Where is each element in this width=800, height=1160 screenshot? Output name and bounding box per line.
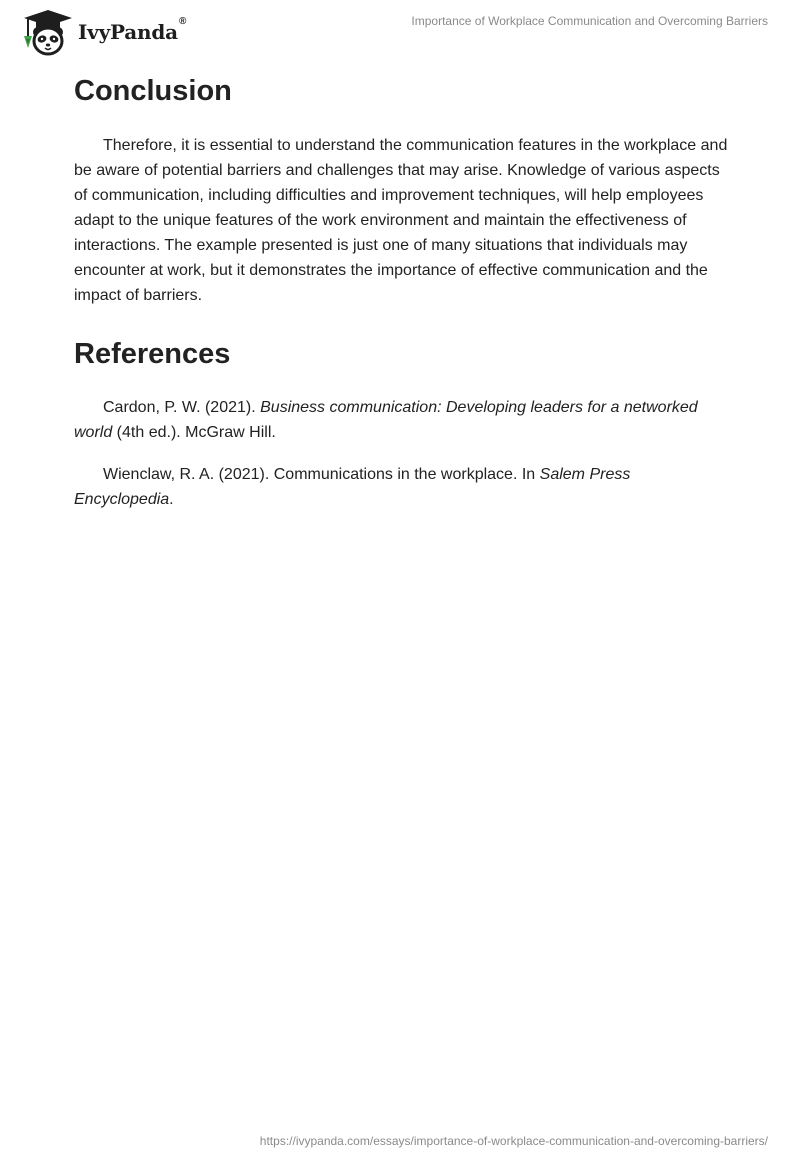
source-url[interactable]: https://ivypanda.com/essays/importance-of-workplace-communication-and-overcoming-barriers/ <box>259 1134 768 1148</box>
conclusion-paragraph: Therefore, it is essential to understand the communication features in the workplace and be aware of potential barriers and challenges that may arise. Knowledge of various aspects of communication, including difficulties and improvement techniques, will help employees adapt to the unique features of the work environment and maintain the effectiveness of interactions. The example presented is just one of many situations that individuals may encounter at work, but it demonstrates the importance of effective communication and the impact of barriers. <box>74 137 728 304</box>
ivypanda-logo[interactable] <box>16 8 186 56</box>
reference-entry <box>74 395 730 445</box>
document-running-title: Importance of Workplace Communication and Overcoming Barriers <box>411 14 768 28</box>
references-heading: References <box>74 338 231 370</box>
reference-author-date: Cardon, P. W. (2021). <box>103 399 261 416</box>
reference-title: Business communication: Developing leaders for a networked world <box>74 399 698 441</box>
panda-graduate-icon <box>16 8 74 56</box>
reference-author-date: Wienclaw, R. A. (2021). Communications in the workplace. In <box>103 466 540 483</box>
reference-publisher: (4th ed.). McGraw Hill. <box>112 424 276 441</box>
document-body <box>74 72 730 512</box>
reference-entry <box>74 462 730 512</box>
conclusion-heading: Conclusion <box>74 75 232 107</box>
registered-mark: ® <box>178 16 187 27</box>
reference-source: Salem Press Encyclopedia <box>74 466 631 508</box>
logo-wordmark: IvyPanda® <box>78 16 187 44</box>
reference-end: . <box>169 491 174 508</box>
